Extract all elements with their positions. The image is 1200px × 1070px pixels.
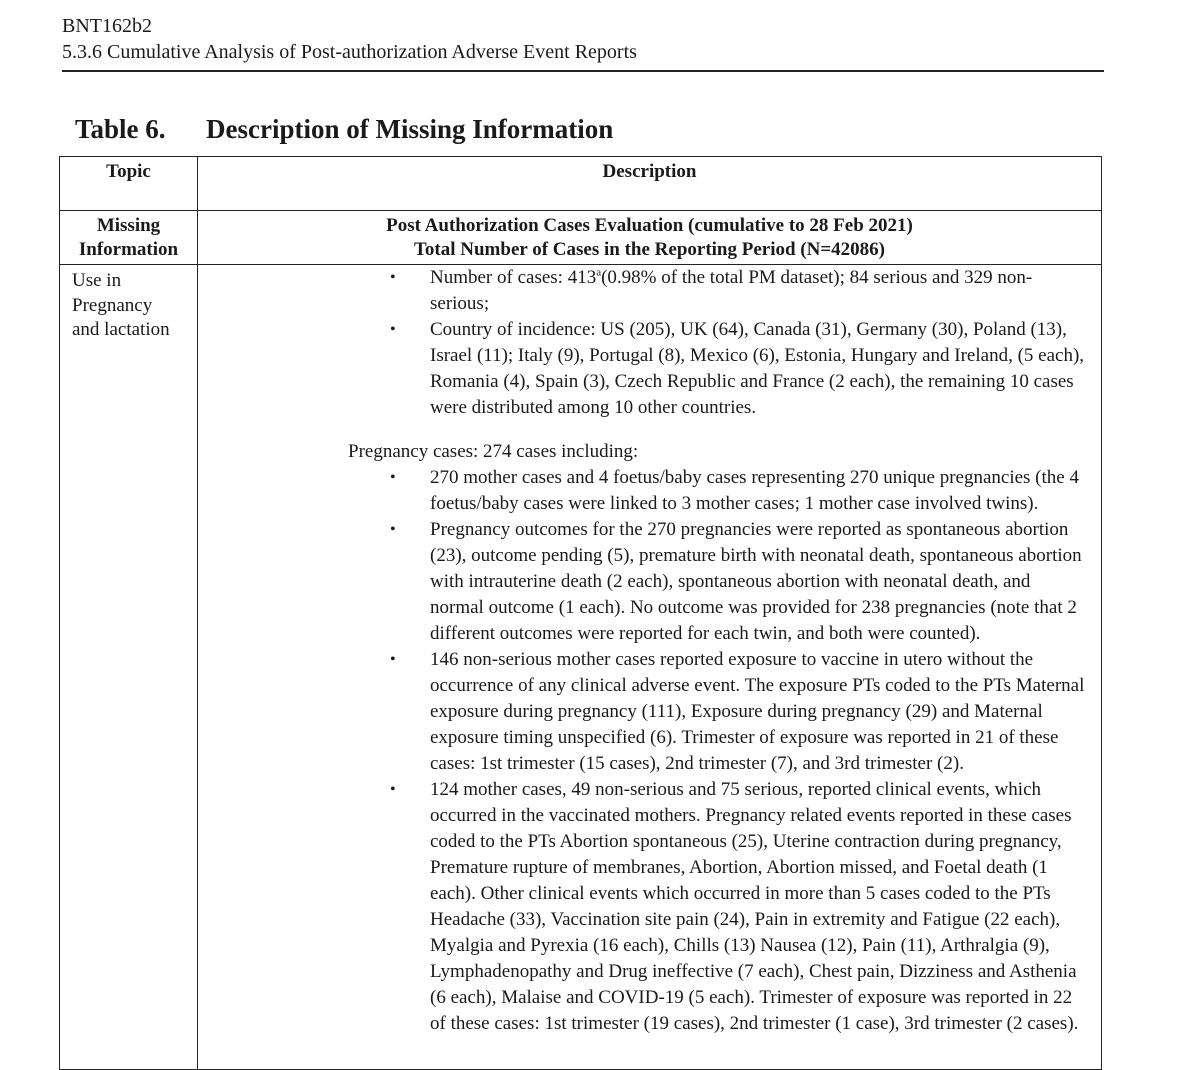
list-item-text: Pregnancy outcomes for the 270 pregnancies were reported as spontaneous abortion (23), outcome pending (5), premature birth with neonatal death, spontaneous abortion with intrauterine death (2 each), spontaneous abortion with neonatal death, and normal outcome (1 each). No outcome was provided for 238 pregnancies (note that 2 different outcomes were reported for each twin, and both were counted).	[430, 519, 1082, 644]
table-title: Description of Missing Information	[206, 114, 614, 144]
list-item	[198, 517, 1101, 647]
missing-information-header-row	[60, 211, 1102, 265]
product-name: BNT162b2	[62, 15, 152, 37]
list-item	[198, 265, 1101, 317]
mother-cases-list	[198, 647, 1101, 1037]
bullet: •	[390, 521, 396, 538]
list-item-text: 146 non-serious mother cases reported exposure to vaccine in utero without the occurrence of any clinical adverse event. The exposure PTs coded to the PTs Maternal exposure during pregnancy (111), Exposure during pregnancy (29) and Maternal exposure timing unspecified (6). Trimester of exposure was reported in 21 of these cases: 1st trimester (15 cases), 2nd trimester (7), and 3rd trimester (2).	[430, 649, 1085, 774]
topic-line3: and lactation	[72, 319, 170, 340]
bullet: •	[390, 321, 396, 338]
list-item	[198, 317, 1101, 421]
section-title: 5.3.6 Cumulative Analysis of Post-authorization Adverse Event Reports	[62, 41, 637, 63]
topic-cell	[60, 265, 198, 1070]
case-summary-list	[198, 265, 1101, 421]
missing-information-label	[60, 211, 198, 265]
list-item-text: 270 mother cases and 4 foetus/baby cases representing 270 unique pregnancies (the 4 foetus/baby cases were linked to 3 mother cases; 1 mother case involved twins).	[430, 467, 1079, 514]
table-row	[60, 265, 1102, 1070]
missing-information-table	[59, 156, 1102, 1070]
pregnancy-cases-intro: Pregnancy cases: 274 cases including:	[348, 441, 639, 462]
case-count-detail: (0.98% of the total PM dataset); 84 serious and 329 non-serious;	[430, 267, 1033, 314]
missing-information-label-line1: Missing	[96, 215, 161, 236]
bullet: •	[390, 781, 396, 798]
evaluation-header	[198, 211, 1102, 265]
list-item	[198, 647, 1101, 777]
list-item	[198, 777, 1101, 1037]
topic-line2: Pregnancy	[72, 294, 153, 316]
topic-header: Topic	[60, 157, 198, 211]
evaluation-header-line2: Total Number of Cases in the Reporting Period (N=42086)	[413, 239, 886, 260]
evaluation-header-line1: Post Authorization Cases Evaluation (cumulative to 28 Feb 2021)	[386, 215, 913, 236]
country-text: Country of incidence: US (205), UK (64), Canada (31), Germany (30), Poland (13), Israel (11); Italy (9), Portugal (8), Mexico (6), Estonia, Hungary and Ireland, (5 each), Romania (4), Spain (3), Czech Republic and France (2 each), the remaining 10 cases were distributed among 10 other countries.	[430, 319, 1085, 418]
bullet: •	[390, 269, 396, 286]
bullet: •	[390, 651, 396, 668]
document-header	[62, 14, 1104, 64]
pregnancy-outcome-list	[198, 465, 1101, 647]
header-rule	[62, 70, 1104, 72]
topic-line1: Use in	[72, 270, 122, 291]
column-header-row	[60, 157, 1102, 211]
bullet: •	[390, 469, 396, 486]
description-header: Description	[198, 157, 1102, 211]
list-item	[198, 465, 1101, 517]
footnote-marker: a	[596, 266, 602, 279]
table-number: Table 6.	[75, 114, 166, 144]
description-cell	[198, 265, 1102, 1070]
description-body	[198, 265, 1101, 1069]
missing-information-label-line2: Information	[78, 239, 179, 260]
case-count-text: Number of cases: 413	[430, 267, 597, 288]
list-item-text: 124 mother cases, 49 non-serious and 75 serious, reported clinical events, which occurred in the vaccinated mothers. Pregnancy related events reported in these cases coded to the PTs Abortion spontaneous (25), Uterine contraction during pregnancy, Premature rupture of membranes, Abortion, Abortion missed, and Foetal death (1 each). Other clinical events which occurred in more than 5 cases coded to the PTs Headache (33), Vaccination site pain (24), Pain in extremity and Fatigue (22 each), Myalgia and Pyrexia (16 each), Chills (13) Nausea (12), Pain (11), Arthralgia (9), Lymphadenopathy and Drug ineffective (7 each), Chest pain, Dizziness and Asthenia (6 each), Malaise and COVID-19 (5 each). Trimester of exposure was reported in 22 of these cases: 1st trimester (19 cases), 2nd trimester (1 case), 3rd trimester (2 cases).	[430, 779, 1079, 1034]
